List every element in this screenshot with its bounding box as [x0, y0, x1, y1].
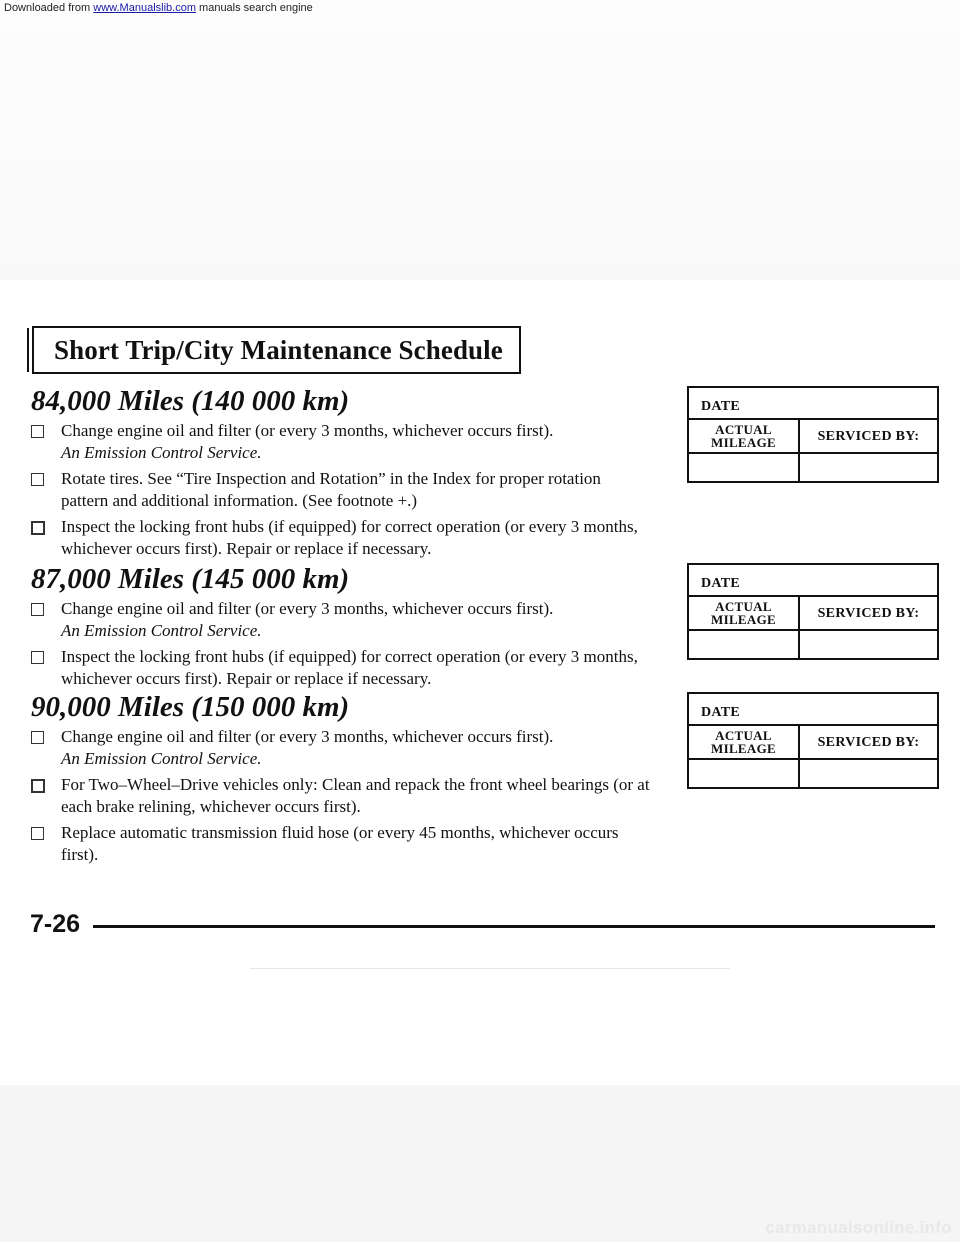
footer-divider: [93, 925, 935, 928]
serviced-by-entry[interactable]: [800, 631, 937, 658]
serviced-by-label: SERVICED BY:: [817, 734, 920, 750]
actual-mileage-entry[interactable]: [689, 631, 800, 658]
service-record-90000: [687, 692, 939, 789]
item-note: An Emission Control Service.: [61, 749, 262, 768]
record-entry-row: [689, 758, 937, 787]
item-text: Inspect the locking front hubs (if equipped) for correct operation (or every 3 months, whichever occurs first). Repair or replace if necessary.: [61, 647, 638, 688]
actual-mileage-label: ACTUAL MILEAGE: [689, 726, 800, 758]
checkbox[interactable]: [31, 521, 45, 535]
schedule-header: [32, 326, 521, 374]
section-title: 84,000 Miles (140 000 km): [31, 385, 350, 417]
date-label: DATE: [701, 399, 741, 414]
service-record-84000: [687, 386, 939, 483]
item-text: Rotate tires. See “Tire Inspection and Rotation” in the Index for proper rotation pattern and additional information. (See footnote +.): [61, 469, 601, 510]
checklist-item: [31, 598, 651, 642]
scan-line: [250, 968, 730, 969]
download-notice-suffix: manuals search engine: [195, 2, 313, 14]
checkbox[interactable]: [31, 651, 44, 664]
item-text: Change engine oil and filter (or every 3 months, whichever occurs first).: [61, 727, 554, 746]
section-90000: [31, 690, 651, 866]
section-title: 87,000 Miles (145 000 km): [31, 563, 350, 595]
manualslib-link[interactable]: www.Manualslib.com: [93, 2, 196, 14]
item-note: An Emission Control Service.: [61, 443, 262, 462]
record-labels-row: [689, 418, 937, 452]
page-top-margin: [0, 0, 960, 280]
checkbox[interactable]: [31, 731, 44, 744]
checklist-item: [31, 822, 651, 866]
serviced-by-label: SERVICED BY:: [817, 428, 920, 444]
record-labels-row: [689, 595, 937, 629]
section-87000: [31, 562, 651, 690]
download-notice: [4, 2, 313, 14]
checkbox[interactable]: [31, 603, 44, 616]
record-entry-row: [689, 452, 937, 481]
item-text: Inspect the locking front hubs (if equipped) for correct operation (or every 3 months, whichever occurs first). Repair or replace if necessary.: [61, 517, 638, 558]
item-text: Change engine oil and filter (or every 3 months, whichever occurs first).: [61, 599, 554, 618]
date-field[interactable]: [689, 388, 937, 418]
item-text: Change engine oil and filter (or every 3 months, whichever occurs first).: [61, 421, 554, 440]
item-text: Replace automatic transmission fluid hose (or every 45 months, whichever occurs first).: [61, 823, 619, 864]
serviced-by-entry[interactable]: [800, 760, 937, 787]
checklist-item: [31, 516, 651, 560]
serviced-by-label: SERVICED BY:: [817, 605, 920, 621]
date-field[interactable]: [689, 565, 937, 595]
actual-mileage-label: ACTUAL MILEAGE: [689, 420, 800, 452]
site-watermark: carmanualsonline.info: [765, 1218, 952, 1237]
section-title: 90,000 Miles (150 000 km): [31, 691, 350, 723]
record-labels-row: [689, 724, 937, 758]
date-label: DATE: [701, 576, 741, 591]
checklist-item: [31, 420, 651, 464]
page-number: 7-26: [30, 910, 81, 938]
actual-mileage-entry[interactable]: [689, 454, 800, 481]
item-text: For Two–Wheel–Drive vehicles only: Clean and repack the front wheel bearings (or at each brake relining, whichever occurs first).: [61, 775, 650, 816]
checkbox[interactable]: [31, 779, 45, 793]
checklist-item: [31, 726, 651, 770]
record-entry-row: [689, 629, 937, 658]
checklist-item: [31, 774, 651, 818]
checklist-item: [31, 646, 651, 690]
checkbox[interactable]: [31, 425, 44, 438]
checkbox[interactable]: [31, 473, 44, 486]
item-note: An Emission Control Service.: [61, 621, 262, 640]
download-notice-prefix: Downloaded from: [4, 2, 94, 14]
actual-mileage-entry[interactable]: [689, 760, 800, 787]
page-title: Short Trip/City Maintenance Schedule: [54, 334, 503, 365]
section-84000: [31, 384, 651, 560]
checkbox[interactable]: [31, 827, 44, 840]
date-label: DATE: [701, 705, 741, 720]
service-record-87000: [687, 563, 939, 660]
checklist-item: [31, 468, 651, 512]
actual-mileage-label: ACTUAL MILEAGE: [689, 597, 800, 629]
date-field[interactable]: [689, 694, 937, 724]
serviced-by-entry[interactable]: [800, 454, 937, 481]
